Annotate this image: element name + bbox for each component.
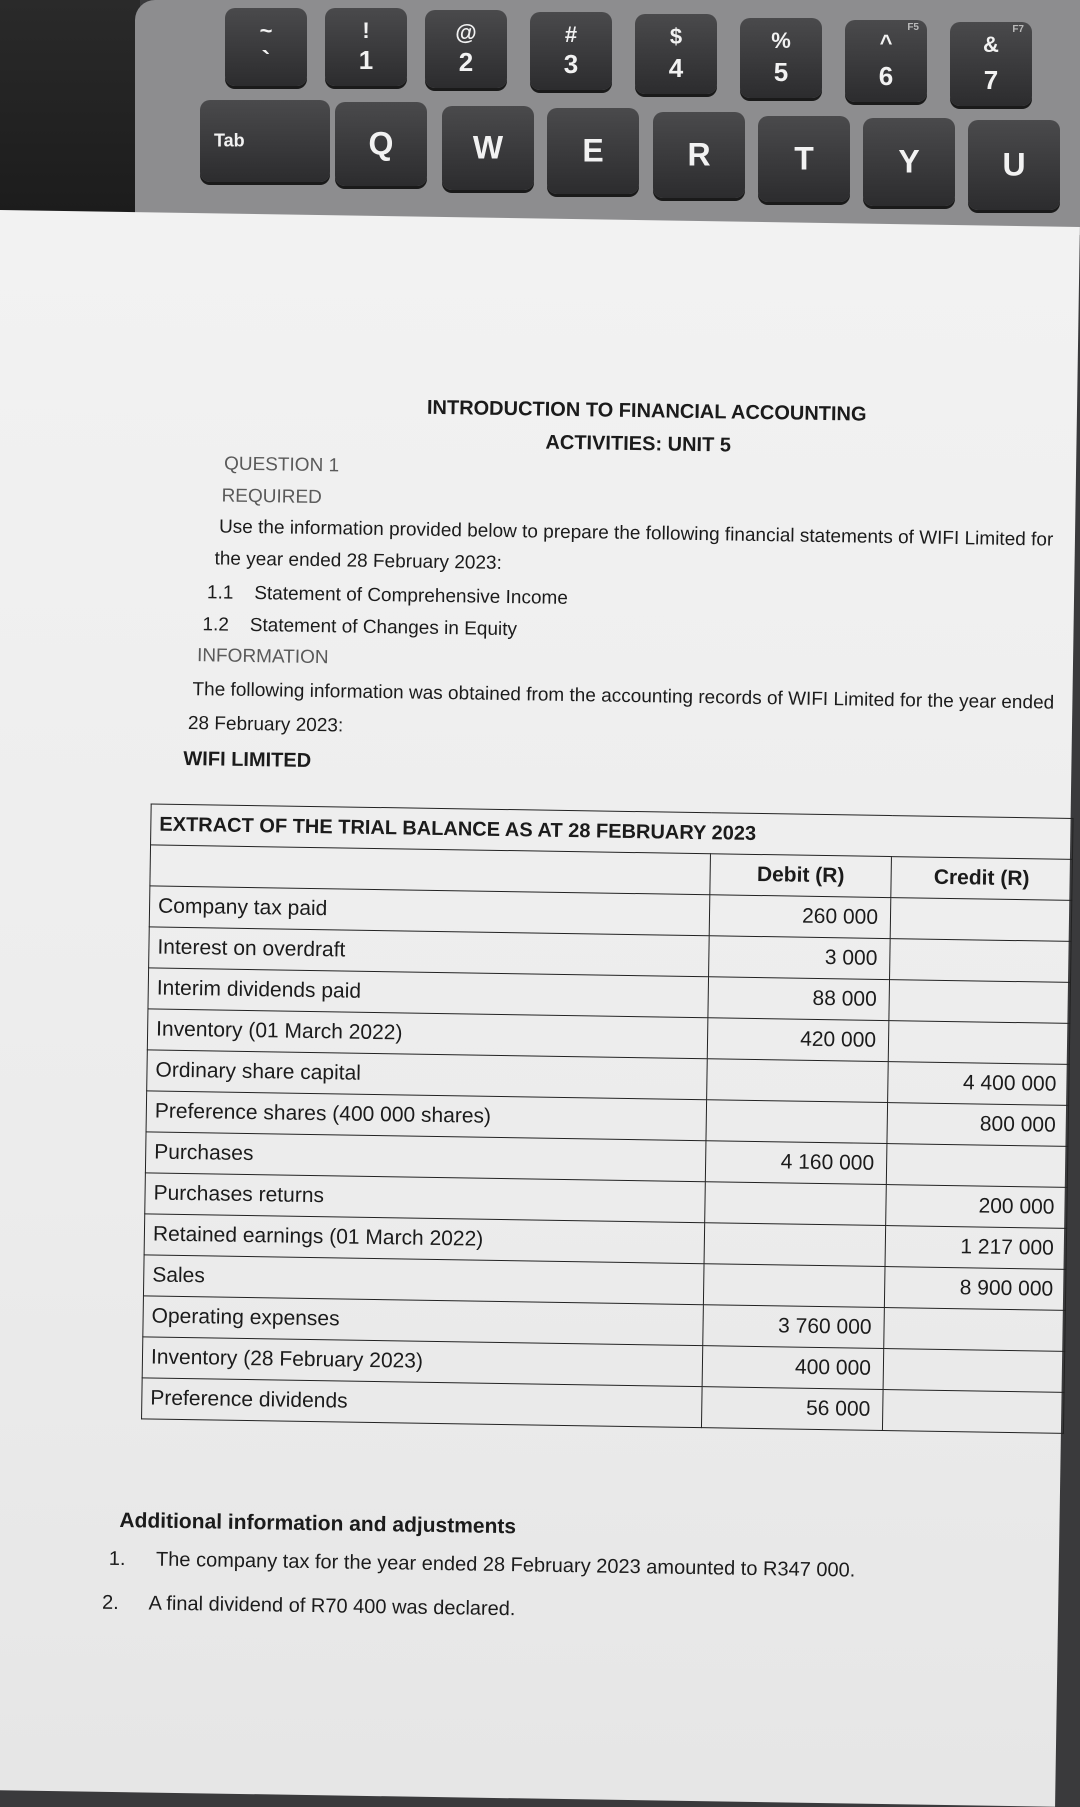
task-item: 1.2 Statement of Changes in Equity bbox=[202, 614, 518, 641]
desk-background bbox=[0, 0, 140, 230]
key-w: W bbox=[442, 106, 534, 190]
table-row: Interim dividends paid 88 000 bbox=[148, 968, 1071, 1023]
table-row: Preference dividends 56 000 bbox=[142, 1378, 1065, 1433]
key-tilde: ~ ` bbox=[225, 8, 307, 86]
table-row: Sales 8 900 000 bbox=[143, 1255, 1066, 1310]
instruction-line-2: the year ended 28 February 2023: bbox=[214, 548, 502, 574]
key-2: @ 2 bbox=[425, 10, 507, 88]
key-r: R bbox=[653, 112, 745, 198]
key-1: ! 1 bbox=[325, 8, 407, 86]
document-subtitle: ACTIVITIES: UNIT 5 bbox=[545, 431, 732, 457]
document-title: INTRODUCTION TO FINANCIAL ACCOUNTING bbox=[426, 396, 867, 426]
table-row: Inventory (28 February 2023) 400 000 bbox=[142, 1337, 1065, 1392]
instruction-line-1: Use the information provided below to prepare the following financial statements of WIFI Limited for bbox=[218, 516, 1054, 551]
question-label: QUESTION 1 bbox=[223, 453, 340, 477]
key-q: Q bbox=[335, 102, 427, 186]
key-y: Y bbox=[863, 118, 955, 206]
table-row: Interest on overdraft 3 000 bbox=[149, 927, 1072, 982]
key-tab: Tab bbox=[200, 100, 330, 182]
info-line-1: The following information was obtained from the accounting records of WIFI Limited for the year ended bbox=[192, 679, 1055, 714]
key-t: T bbox=[758, 116, 850, 202]
laptop-keyboard bbox=[135, 0, 1080, 235]
table-row: Company tax paid 260 000 bbox=[149, 886, 1072, 941]
required-label: REQUIRED bbox=[221, 485, 322, 509]
header-credit: Credit (R) bbox=[891, 857, 1073, 901]
additional-item: 1. The company tax for the year ended 28 February 2023 amounted to R347 000. bbox=[108, 1547, 856, 1582]
key-e: E bbox=[547, 108, 639, 194]
trial-balance-heading: EXTRACT OF THE TRIAL BALANCE AS AT 28 FEBRUARY 2023 bbox=[151, 804, 1074, 859]
header-debit: Debit (R) bbox=[710, 854, 892, 898]
information-label: INFORMATION bbox=[196, 645, 329, 669]
table-row: Purchases 4 160 000 bbox=[145, 1132, 1068, 1187]
key-6: F5 ^ 6 bbox=[845, 20, 927, 102]
table-row: Operating expenses 3 760 000 bbox=[143, 1296, 1066, 1351]
additional-info-heading: Additional information and adjustments bbox=[119, 1509, 517, 1539]
key-u: U bbox=[968, 120, 1060, 210]
table-row: Purchases returns 200 000 bbox=[145, 1173, 1068, 1228]
key-4: $ 4 bbox=[635, 14, 717, 94]
table-row: Inventory (01 March 2022) 420 000 bbox=[147, 1009, 1070, 1064]
key-7: F7 & 7 bbox=[950, 22, 1032, 106]
paper-document bbox=[0, 210, 1080, 1807]
key-5: % 5 bbox=[740, 18, 822, 98]
task-item: 1.1 Statement of Comprehensive Income bbox=[206, 582, 569, 609]
table-row: Ordinary share capital 4 400 000 bbox=[147, 1050, 1070, 1105]
info-line-2: 28 February 2023: bbox=[187, 713, 344, 737]
key-3: # 3 bbox=[530, 12, 612, 90]
additional-item: 2. A final dividend of R70 400 was declared. bbox=[101, 1591, 516, 1621]
table-row: Retained earnings (01 March 2022) 1 217 000 bbox=[144, 1214, 1067, 1269]
trial-balance-table bbox=[141, 803, 1074, 1433]
table-row: Preference shares (400 000 shares) 800 000 bbox=[146, 1091, 1069, 1146]
company-name: WIFI LIMITED bbox=[183, 747, 312, 772]
